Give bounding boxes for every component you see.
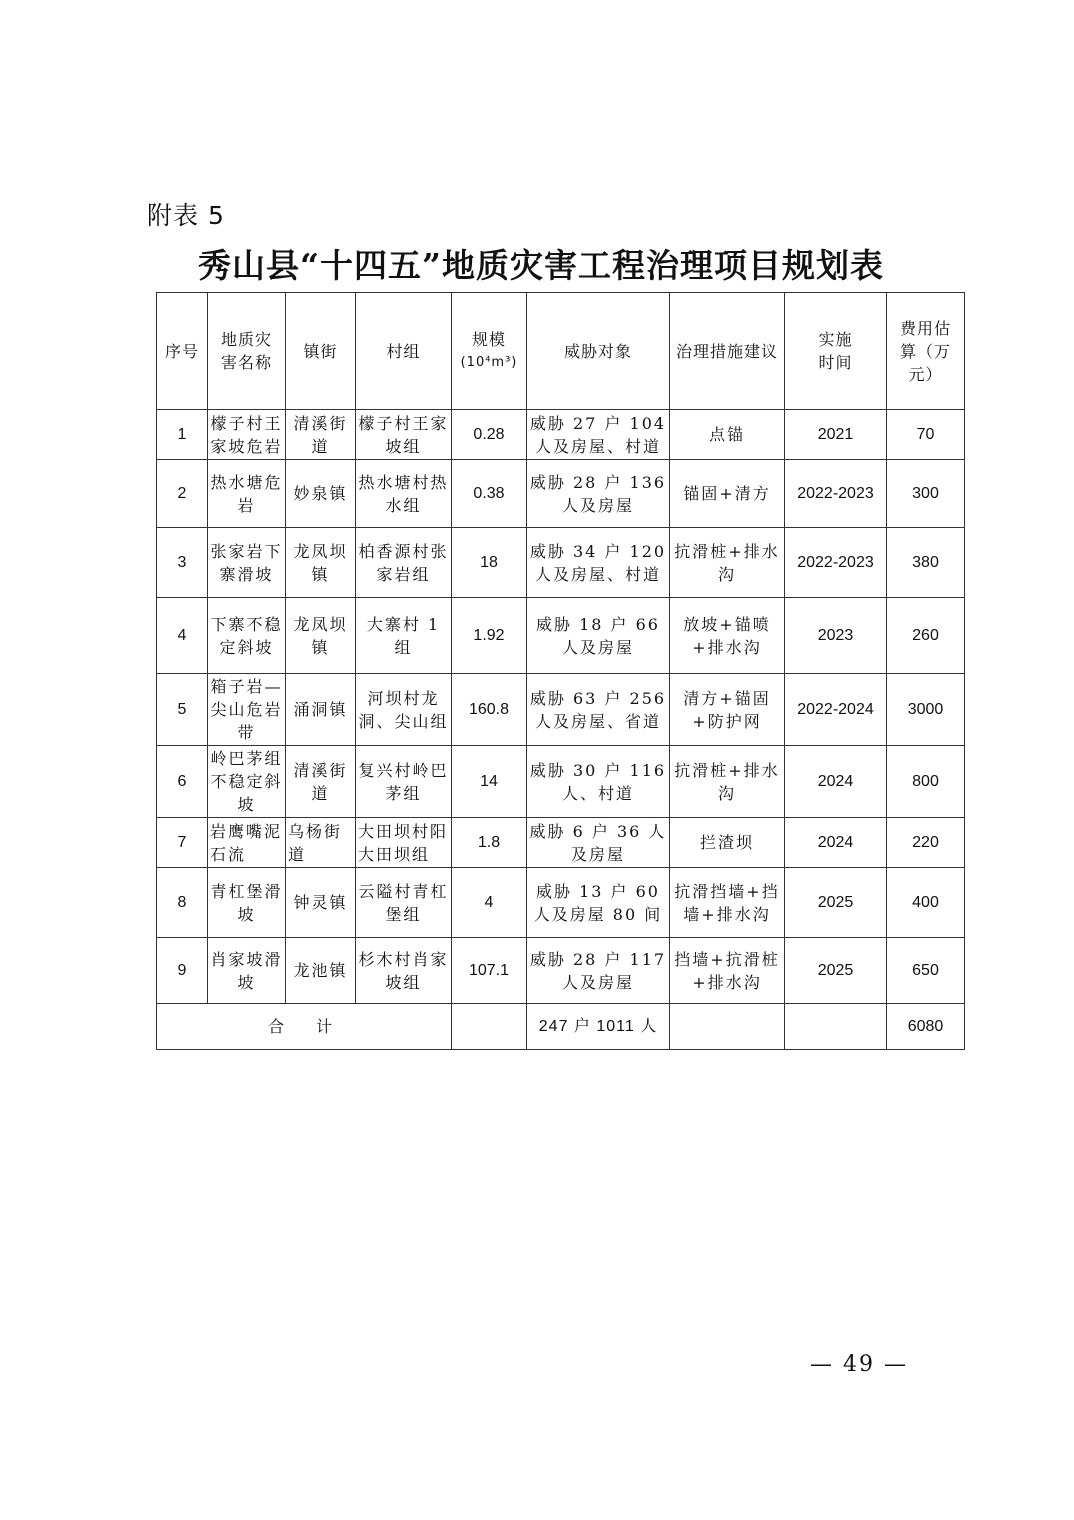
table-row xyxy=(157,746,965,818)
cell-village: 复兴村岭巴茅组 xyxy=(356,746,452,818)
cell-cost: 650 xyxy=(887,938,965,1004)
cell-cost: 800 xyxy=(887,746,965,818)
cell-town: 龙池镇 xyxy=(286,938,356,1004)
cell-time: 2025 xyxy=(785,868,887,938)
cell-threat: 威胁 28 户 117 人及房屋 xyxy=(527,938,670,1004)
cell-village: 檬子村王家坡组 xyxy=(356,410,452,460)
cell-scale: 1.8 xyxy=(452,818,527,868)
cell-time: 2023 xyxy=(785,598,887,674)
cell-no: 5 xyxy=(157,674,208,746)
cell-town: 钟灵镇 xyxy=(286,868,356,938)
cell-measure: 点锚 xyxy=(670,410,785,460)
header-scale-label: 规模 xyxy=(471,330,506,349)
table-body xyxy=(157,410,965,1050)
cell-measure: 抗滑桩+排水沟 xyxy=(670,528,785,598)
total-cost: 6080 xyxy=(887,1004,965,1050)
cell-time: 2021 xyxy=(785,410,887,460)
cell-threat: 威胁 28 户 136 人及房屋 xyxy=(527,460,670,528)
page-number: — 49 — xyxy=(810,1352,908,1377)
cell-no: 8 xyxy=(157,868,208,938)
cell-name: 檬子村王家坡危岩 xyxy=(208,410,286,460)
cell-name: 岭巴茅组不稳定斜坡 xyxy=(208,746,286,818)
cell-measure: 清方+锚固+防护网 xyxy=(670,674,785,746)
project-table xyxy=(156,292,965,1050)
cell-name: 肖家坡滑坡 xyxy=(208,938,286,1004)
cell-measure: 抗滑桩+排水沟 xyxy=(670,746,785,818)
table-row xyxy=(157,818,965,868)
cell-measure: 抗滑挡墙+挡墙+排水沟 xyxy=(670,868,785,938)
header-town: 镇街 xyxy=(286,293,356,410)
cell-name: 青杠堡滑坡 xyxy=(208,868,286,938)
total-scale-empty xyxy=(452,1004,527,1050)
cell-cost: 220 xyxy=(887,818,965,868)
cell-cost: 260 xyxy=(887,598,965,674)
cell-measure: 挡墙+抗滑桩+排水沟 xyxy=(670,938,785,1004)
header-measure: 治理措施建议 xyxy=(670,293,785,410)
header-name: 地质灾害名称 xyxy=(208,293,286,410)
header-cost: 费用估算（万元） xyxy=(887,293,965,410)
cell-time: 2022-2024 xyxy=(785,674,887,746)
cell-measure: 放坡+锚喷+排水沟 xyxy=(670,598,785,674)
cell-measure: 拦渣坝 xyxy=(670,818,785,868)
cell-village: 云隘村青杠堡组 xyxy=(356,868,452,938)
cell-no: 3 xyxy=(157,528,208,598)
cell-time: 2024 xyxy=(785,818,887,868)
cell-name: 箱子岩—尖山危岩带 xyxy=(208,674,286,746)
cell-name: 岩鹰嘴泥石流 xyxy=(208,818,286,868)
cell-scale: 107.1 xyxy=(452,938,527,1004)
cell-threat: 威胁 63 户 256 人及房屋、省道 xyxy=(527,674,670,746)
header-row xyxy=(157,293,965,410)
table-row xyxy=(157,868,965,938)
cell-scale: 18 xyxy=(452,528,527,598)
header-threat: 威胁对象 xyxy=(527,293,670,410)
cell-cost: 70 xyxy=(887,410,965,460)
cell-town: 涌洞镇 xyxy=(286,674,356,746)
cell-measure: 锚固+清方 xyxy=(670,460,785,528)
cell-village: 大寨村 1 组 xyxy=(356,598,452,674)
cell-village: 热水塘村热水组 xyxy=(356,460,452,528)
cell-time: 2022-2023 xyxy=(785,528,887,598)
cell-scale: 4 xyxy=(452,868,527,938)
total-threat: 247 户 1011 人 xyxy=(527,1004,670,1050)
cell-time: 2022-2023 xyxy=(785,460,887,528)
cell-town: 清溪街道 xyxy=(286,410,356,460)
cell-threat: 威胁 27 户 104 人及房屋、村道 xyxy=(527,410,670,460)
cell-town: 龙凤坝镇 xyxy=(286,598,356,674)
cell-cost: 300 xyxy=(887,460,965,528)
page-title: 秀山县“十四五”地质灾害工程治理项目规划表 xyxy=(198,246,884,285)
cell-cost: 400 xyxy=(887,868,965,938)
appendix-label: 附表 5 xyxy=(147,201,225,230)
header-village: 村组 xyxy=(356,293,452,410)
cell-town: 龙凤坝镇 xyxy=(286,528,356,598)
cell-no: 2 xyxy=(157,460,208,528)
cell-town: 妙泉镇 xyxy=(286,460,356,528)
cell-village: 河坝村龙洞、尖山组 xyxy=(356,674,452,746)
cell-village: 柏香源村张家岩组 xyxy=(356,528,452,598)
cell-time: 2024 xyxy=(785,746,887,818)
header-no: 序号 xyxy=(157,293,208,410)
header-time: 实施时间 xyxy=(785,293,887,410)
cell-time: 2025 xyxy=(785,938,887,1004)
cell-no: 1 xyxy=(157,410,208,460)
total-measure-empty xyxy=(670,1004,785,1050)
cell-no: 9 xyxy=(157,938,208,1004)
cell-scale: 14 xyxy=(452,746,527,818)
cell-cost: 3000 xyxy=(887,674,965,746)
cell-threat: 威胁 30 户 116 人、村道 xyxy=(527,746,670,818)
cell-scale: 0.38 xyxy=(452,460,527,528)
cell-scale: 0.28 xyxy=(452,410,527,460)
table-row xyxy=(157,460,965,528)
cell-scale: 1.92 xyxy=(452,598,527,674)
cell-scale: 160.8 xyxy=(452,674,527,746)
cell-no: 4 xyxy=(157,598,208,674)
cell-name: 热水塘危岩 xyxy=(208,460,286,528)
cell-threat: 威胁 13 户 60 人及房屋 80 间 xyxy=(527,868,670,938)
cell-threat: 威胁 34 户 120 人及房屋、村道 xyxy=(527,528,670,598)
table-row xyxy=(157,410,965,460)
table-row xyxy=(157,674,965,746)
total-row xyxy=(157,1004,965,1050)
total-time-empty xyxy=(785,1004,887,1050)
cell-town: 乌杨街道 xyxy=(286,818,356,868)
cell-no: 7 xyxy=(157,818,208,868)
cell-name: 下寨不稳定斜坡 xyxy=(208,598,286,674)
table-row xyxy=(157,938,965,1004)
cell-town: 清溪街道 xyxy=(286,746,356,818)
cell-cost: 380 xyxy=(887,528,965,598)
cell-no: 6 xyxy=(157,746,208,818)
cell-name: 张家岩下寨滑坡 xyxy=(208,528,286,598)
header-scale-unit: (10⁴m³) xyxy=(460,355,518,370)
cell-village: 杉木村肖家坡组 xyxy=(356,938,452,1004)
cell-threat: 威胁 6 户 36 人及房屋 xyxy=(527,818,670,868)
table-row xyxy=(157,528,965,598)
table-row xyxy=(157,598,965,674)
cell-threat: 威胁 18 户 66 人及房屋 xyxy=(527,598,670,674)
total-label: 合 计 xyxy=(157,1004,452,1050)
header-scale xyxy=(452,293,527,410)
cell-village: 大田坝村阳大田坝组 xyxy=(356,818,452,868)
